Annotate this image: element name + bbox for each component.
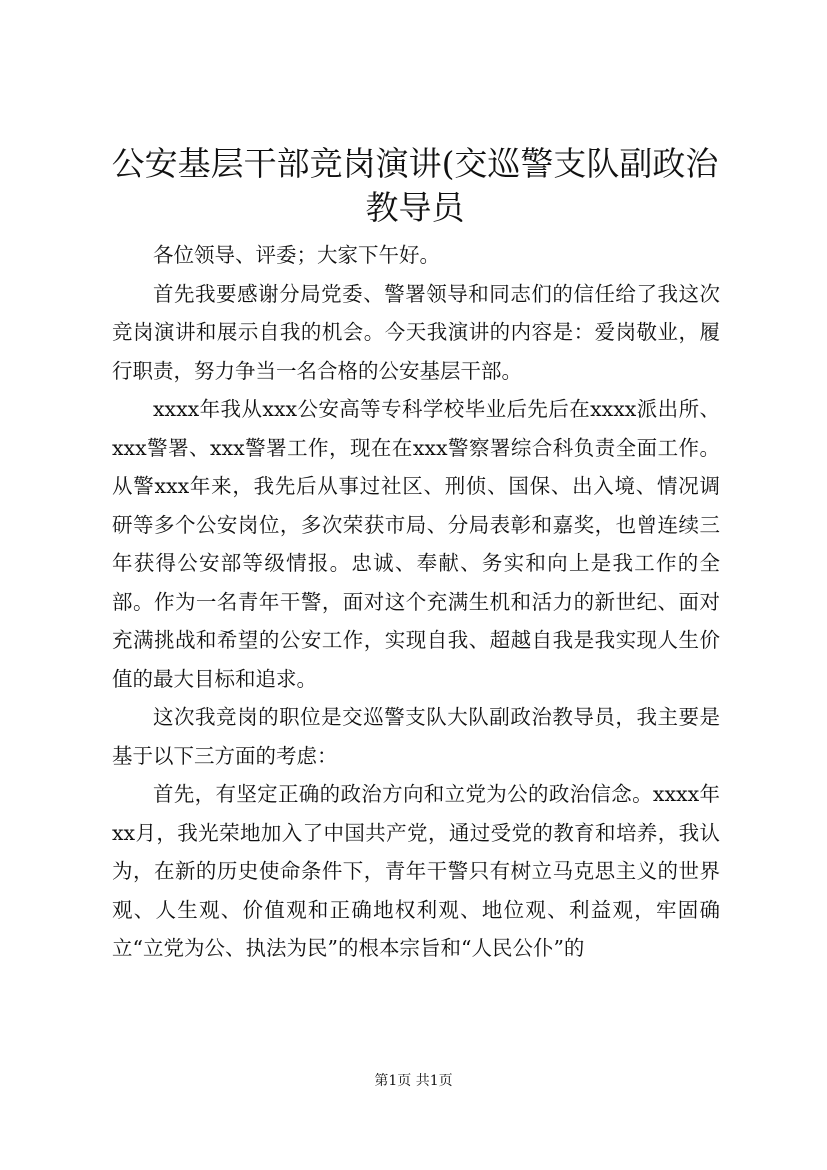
paragraph-position: 这次我竞岗的职位是交巡警支队大队副政治教导员，我主要是基于以下三方面的考虑：	[112, 705, 720, 768]
page-footer: 第1页 共1页	[374, 1073, 453, 1089]
paragraph-first-reason: 首先，有坚定正确的政治方向和立党为公的政治信念。xxxx年xx月，我光荣地加入了中国共产党，通过受党的教育和培养，我认为，在新的历史使命条件下，青年干警只有树立马克思主义的世界观、人生观、价值观和正确地权利观、地位观、利益观，牢固确立“立党为公、执法为民”的根本宗旨和“人民公仆”的	[112, 782, 720, 960]
paragraph-greeting: 各位领导、评委；大家下午好。	[153, 243, 440, 267]
paragraph-background: xxxx年我从xxx公安高等专科学校毕业后先后在xxxx派出所、xxx警署、xxx警署工作，现在在xxx警察署综合科负责全面工作。从警xxx年来，我先后从事过社区、刑侦、国保、出入境、情况调研等多个公安岗位，多次荣获市局、分局表彰和嘉奖，也曾连续三年获得公安部等级情报。忠诚、奉献、务实和向上是我工作的全部。作为一名青年干警，面对这个充满生机和活力的新世纪、面对充满挑战和希望的公安工作，实现自我、超越自我是我实现人生价值的最大目标和追求。	[112, 397, 720, 691]
paragraph-thanks: 首先我要感谢分局党委、警署领导和同志们的信任给了我这次竞岗演讲和展示自我的机会。今天我演讲的内容是：爱岗敬业，履行职责，努力争当一名合格的公安基层干部。	[112, 281, 720, 383]
document-body	[112, 236, 720, 968]
document-title: 公安基层干部竞岗演讲(交巡警支队副政治教导员	[111, 144, 719, 227]
